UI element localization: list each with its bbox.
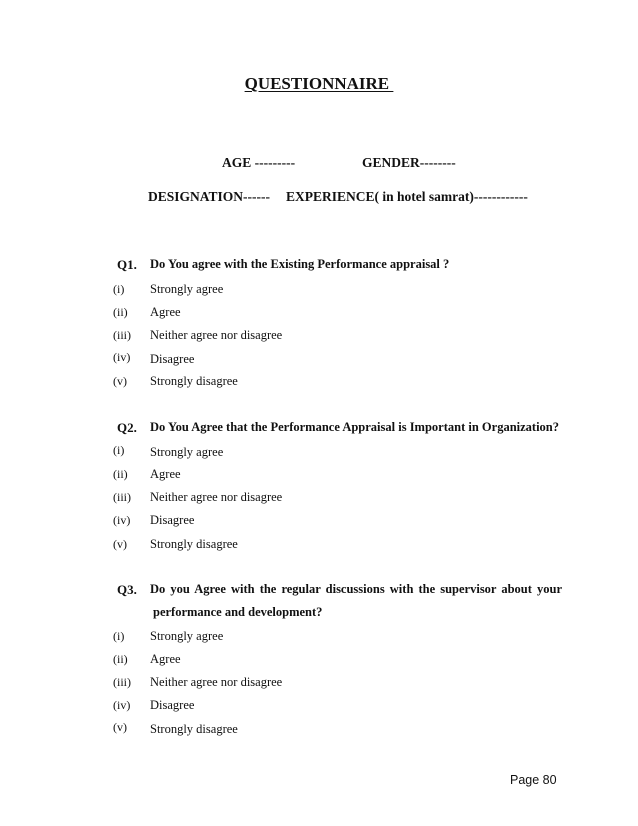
option-number: (iii) [113,675,131,689]
option-number: (v) [113,537,127,551]
option-number: (iii) [113,490,131,504]
question-text-line-2: performance and development? [153,605,323,619]
option-text: Disagree [150,513,195,527]
option-number: (iv) [113,698,131,712]
option-number: (i) [113,282,125,296]
option-text: Strongly disagree [150,374,238,388]
gender-field: GENDER-------- [362,155,456,170]
option-number: (v) [113,374,127,388]
option-number: (iii) [113,328,131,342]
option-text: Neither agree nor disagree [150,490,283,504]
option-text: Neither agree nor disagree [150,675,283,689]
age-field: AGE --------- [222,155,296,170]
option-number: (v) [113,720,127,734]
question-text-line-1: Do you Agree with the regular discussions with the supervisor about your [150,582,562,596]
option-text: Agree [150,467,181,481]
question-number: Q1. [117,257,137,272]
option-text: Strongly agree [150,282,224,296]
option-text: Disagree [150,352,195,366]
option-text: Agree [150,652,181,666]
option-text: Agree [150,305,181,319]
option-number: (ii) [113,467,128,481]
option-text: Strongly agree [150,629,224,643]
option-number: (iv) [113,350,131,364]
option-text: Disagree [150,698,195,712]
question-number: Q2. [117,420,137,435]
option-number: (i) [113,629,125,643]
option-text: Neither agree nor disagree [150,328,283,342]
question-number: Q3. [117,582,137,597]
option-number: (iv) [113,513,131,527]
option-number: (i) [113,443,125,457]
page-number: Page 80 [510,773,557,787]
option-number: (ii) [113,652,128,666]
designation-field: DESIGNATION------ [148,189,270,204]
page-title: QUESTIONNAIRE [244,74,394,93]
option-number: (ii) [113,305,128,319]
experience-field: EXPERIENCE( in hotel samrat)------------ [286,189,528,204]
option-text: Strongly agree [150,445,224,459]
question-text: Do You Agree that the Performance Appraisal is Important in Organization? [150,420,560,434]
question-text: Do You agree with the Existing Performance appraisal ? [150,257,450,271]
option-text: Strongly disagree [150,537,238,551]
option-text: Strongly disagree [150,722,238,736]
